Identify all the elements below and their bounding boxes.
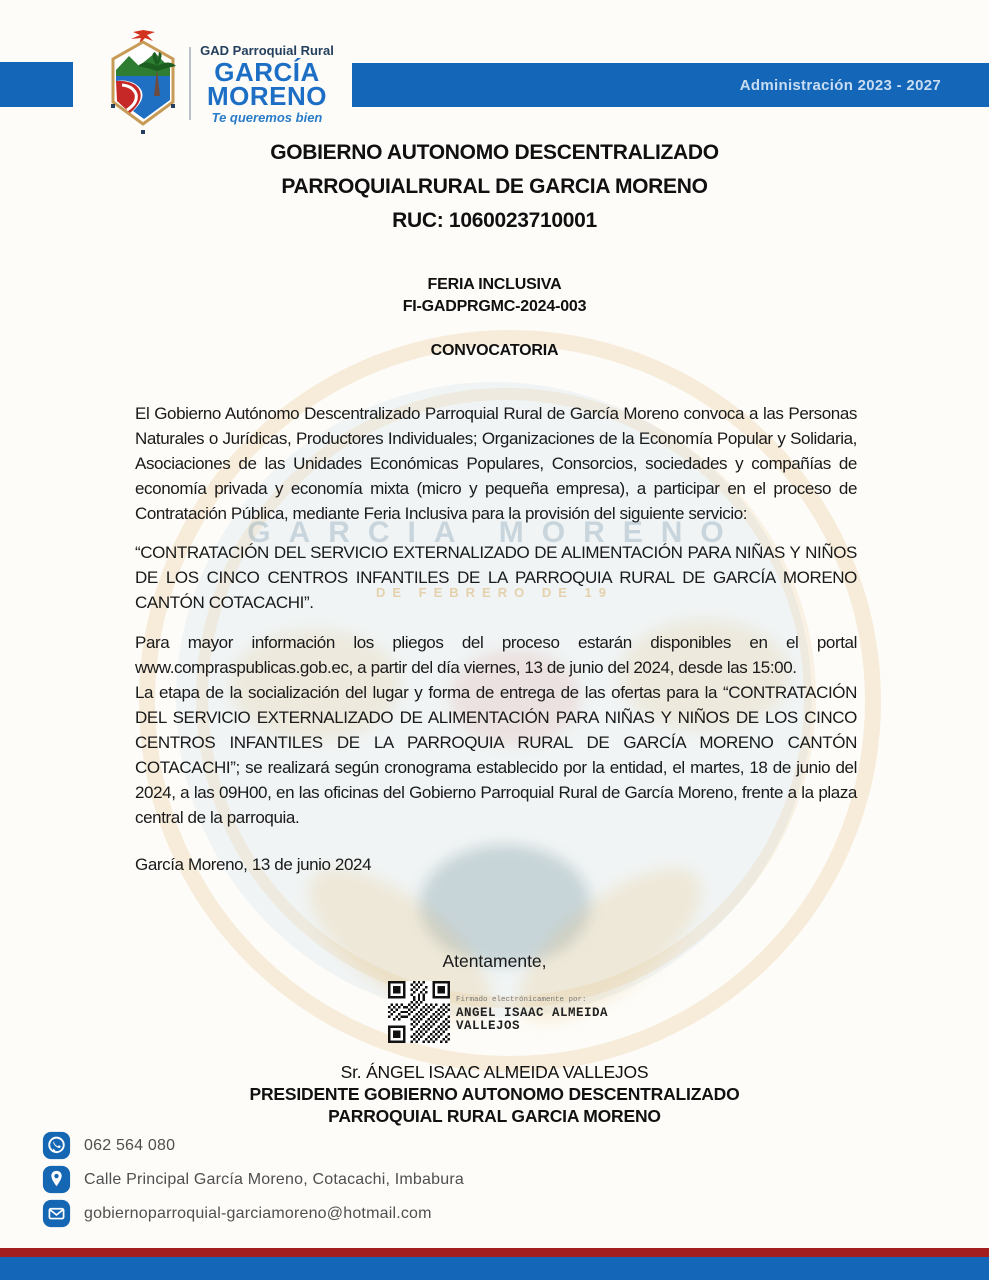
watermark-arc-text: GARCIA MORENO [247, 516, 742, 549]
date-line: García Moreno, 13 de junio 2024 [135, 855, 372, 874]
process-header [0, 274, 989, 318]
logo-divider [189, 47, 191, 120]
logo-name-line1: GARCÍA [214, 57, 320, 87]
esign-name-line1: ANGEL ISAAC ALMEIDA [456, 1006, 609, 1020]
paragraph-contract-quote: “CONTRATACIÓN DEL SERVICIO EXTERNALIZADO DE ALIMENTACIÓN PARA NIÑAS Y NIÑOS DE LOS CINCO CENTROS INFANTILES DE LA PARROQUIA RURAL DE GARCÍA MORENO CANTÓN COTACACHI”. [135, 543, 857, 612]
paragraph-portal-info: Para mayor información los pliegos del proceso estarán disponibles en el portal www.compraspublicas.gob.ec, a partir del día viernes, 13 de junio del 2024, desde las 15:00. [135, 633, 857, 677]
esign-name-line2: VALLEJOS [456, 1019, 521, 1033]
signer-block [0, 1061, 989, 1127]
footer-email-row [42, 1199, 464, 1228]
section-title-convocatoria: CONVOCATORIA [430, 342, 559, 359]
process-code: FI-GADPRGMC-2024-003 [402, 298, 587, 315]
administration-period-label: Administración 2023 - 2027 [739, 76, 941, 94]
logo-badge [103, 26, 183, 136]
signer-title-line2: PARROQUIAL RURAL GARCIA MORENO [328, 1106, 661, 1126]
location-pin-icon [42, 1165, 71, 1194]
body-text [135, 401, 857, 877]
logo-org-type: GAD Parroquial Rural [200, 43, 334, 58]
email-icon [42, 1199, 71, 1228]
contact-footer [42, 1131, 464, 1233]
paragraph-intro: El Gobierno Autónomo Descentralizado Parroquial Rural de García Moreno convoca a las Personas Naturales o Jurídicas, Productores Individuales; Organizaciones de la Economía Popular y Solidaria, Asociaciones de las Unidades Económicas Populares, Consorcios, sociedades y compañías de economía privada y economía mixta (micro y pequeña empresa), a participar en el proceso de Contratación Pública, mediante Feria Inclusiva para la provisión del siguiente servicio: [135, 404, 857, 523]
watermark-seal-text: DE FEBRERO DE 19 [376, 585, 613, 600]
logo-slogan: Te queremos bien [211, 110, 323, 125]
document-title [0, 136, 989, 238]
title-line-2: PARROQUIALRURAL DE GARCIA MORENO [281, 175, 708, 198]
footer-address: Calle Principal García Moreno, Cotacachi, Imbabura [84, 1170, 464, 1188]
electronic-signature-block [388, 981, 608, 1043]
logo-wordmark [194, 44, 340, 124]
esign-prefix: Firmado electrónicamente por: [456, 996, 587, 1004]
esign-text [456, 994, 608, 1033]
footer-address-row [42, 1165, 464, 1194]
logo-name-line2: MORENO [207, 81, 327, 111]
signer-name: Sr. ÁNGEL ISAAC ALMEIDA VALLEJOS [340, 1062, 649, 1082]
signer-title-line1: PRESIDENTE GOBIERNO AUTONOMO DESCENTRALIZADO [249, 1084, 740, 1104]
footer-email: gobiernoparroquial-garciamoreno@hotmail.com [84, 1204, 432, 1222]
salutation: Atentamente, [442, 951, 547, 971]
bottom-stripe-red [0, 1248, 989, 1257]
qr-code [388, 981, 450, 1043]
footer-phone: 062 564 080 [84, 1136, 176, 1154]
header-band-left [0, 62, 73, 107]
footer-phone-row [42, 1131, 464, 1160]
process-type: FERIA INCLUSIVA [427, 276, 562, 293]
bottom-stripe-blue [0, 1257, 989, 1280]
title-line-3-ruc: RUC: 1060023710001 [392, 209, 597, 232]
title-line-1: GOBIERNO AUTONOMO DESCENTRALIZADO [270, 141, 719, 164]
whatsapp-icon [42, 1131, 71, 1160]
paragraph-socializacion: La etapa de la socialización del lugar y forma de entrega de las ofertas para la “CONTRATACIÓN DEL SERVICIO EXTERNALIZADO DE ALIMENTACIÓN PARA NIÑAS Y NIÑOS DE LOS CINCO CENTROS INFANTILES DE LA PARROQUIA RURAL DE GARCÍA MORENO CANTÓN COTACACHI”; se realizará según cronograma establecido por la entidad, el martes, 18 de junio del 2024, a las 09H00, en las oficinas del Gobierno Parroquial Rural de García Moreno, frente a la plaza central de la parroquia. [135, 683, 857, 827]
header-band-right [352, 63, 989, 107]
